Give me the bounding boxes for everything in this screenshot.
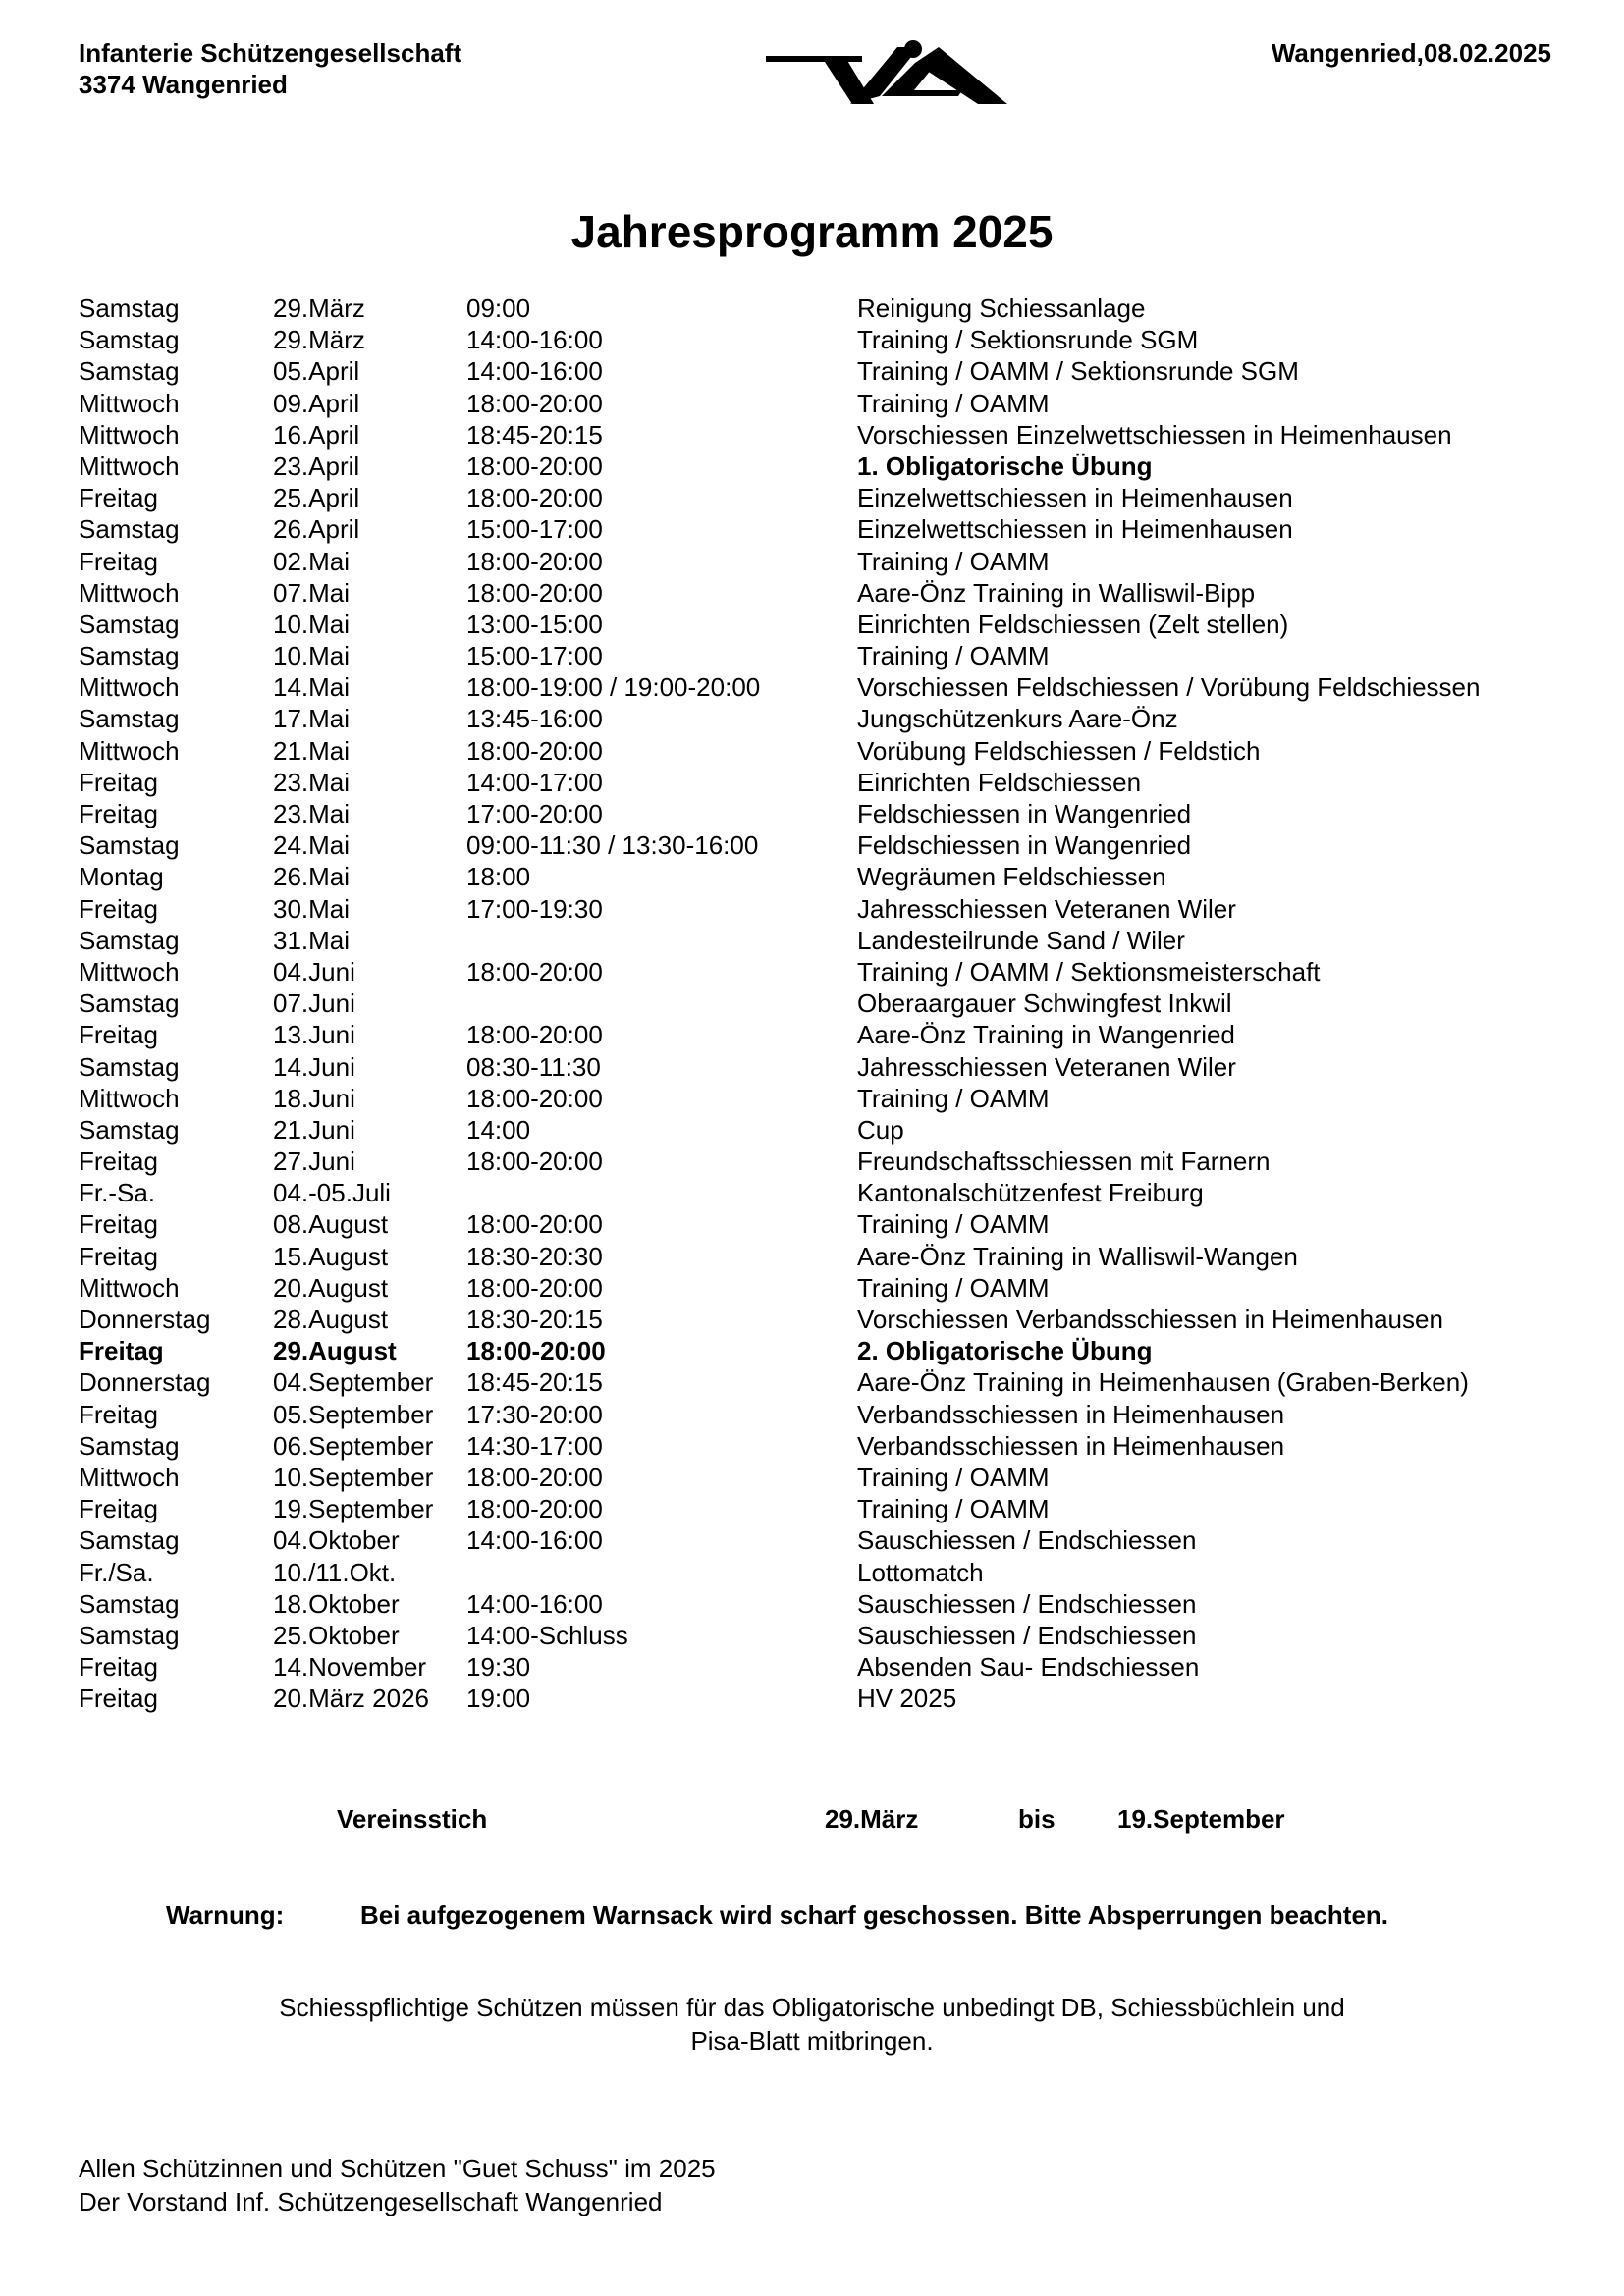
schedule-event: HV 2025 (857, 1683, 957, 1714)
schedule-event: Oberaargauer Schwingfest Inkwil (857, 988, 1232, 1019)
schedule-day: Freitag (79, 1209, 158, 1240)
schedule-event: Training / Sektionsrunde SGM (857, 325, 1199, 355)
schedule-time: 09:00 (466, 294, 531, 323)
schedule-day: Fr.-Sa. (79, 1178, 156, 1208)
schedule-event: 2. Obligatorische Übung (857, 1336, 1153, 1366)
schedule-event: Einzelwettschiessen in Heimenhausen (857, 483, 1293, 513)
schedule-time: 19:30 (466, 1652, 531, 1682)
schedule-time: 13:00-15:00 (466, 609, 603, 639)
schedule-day: Mittwoch (79, 1272, 180, 1303)
schedule-day: Samstag (79, 1051, 180, 1082)
warning-label: Warnung: (166, 1900, 285, 1930)
schedule-day: Donnerstag (79, 1367, 211, 1398)
schedule-event: Aare-Önz Training in Walliswil-Bipp (857, 577, 1256, 608)
schedule-event: Training / OAMM (857, 1462, 1050, 1492)
schedule-date: 05.April (273, 356, 360, 387)
schedule-time: 18:00-20:00 (466, 451, 603, 481)
schedule-time: 13:45-16:00 (466, 704, 603, 734)
club-logo (766, 39, 1011, 118)
schedule-event: Lottomatch (857, 1557, 984, 1587)
schedule-date: 07.Juni (273, 988, 355, 1019)
schedule-event: Training / OAMM (857, 1494, 1050, 1524)
schedule-event: Training / OAMM (857, 388, 1050, 418)
obligatory-note-line: Pisa-Blatt mitbringen. (690, 2026, 934, 2056)
schedule-time: 18:00-20:00 (466, 1209, 603, 1240)
schedule-date: 21.Juni (273, 1114, 355, 1145)
schedule-day: Mittwoch (79, 735, 180, 766)
schedule-time: 18:00-19:00 / 19:00-20:00 (466, 672, 761, 703)
schedule-event: Training / OAMM / Sektionsmeisterschaft (857, 956, 1321, 987)
schedule-time: 18:00-20:00 (466, 1494, 603, 1524)
schedule-day: Freitag (79, 546, 158, 576)
schedule-event: Verbandsschiessen in Heimenhausen (857, 1399, 1285, 1429)
schedule-date: 13.Juni (273, 1020, 355, 1050)
closing-greeting (79, 2152, 716, 2218)
schedule-event: Training / OAMM (857, 641, 1050, 671)
schedule-time: 14:00-16:00 (466, 1588, 603, 1619)
schedule-day: Mittwoch (79, 451, 180, 481)
schedule-event: Landesteilrunde Sand / Wiler (857, 925, 1185, 955)
schedule-event: Vorschiessen Verbandsschiessen in Heimenhausen (857, 1305, 1443, 1334)
schedule-date: 02.Mai (273, 546, 351, 576)
schedule-date: 20.März 2026 (273, 1683, 429, 1714)
schedule-date: 27.Juni (273, 1147, 355, 1177)
schedule-event: Aare-Önz Training in Walliswil-Wangen (857, 1241, 1298, 1271)
schedule-date: 10.Mai (273, 609, 351, 639)
schedule-day: Montag (79, 862, 164, 892)
closing-line: Allen Schützinnen und Schützen "Guet Schuss" im 2025 (79, 2154, 716, 2183)
schedule-date: 06.September (273, 1430, 434, 1461)
schedule-day: Fr./Sa. (79, 1557, 154, 1587)
schedule-date: 09.April (273, 388, 360, 418)
schedule-date: 15.August (273, 1241, 389, 1271)
schedule-time: 18:00-20:00 (466, 1083, 603, 1113)
schedule-date: 05.September (273, 1399, 434, 1429)
schedule-time: 14:00-Schluss (466, 1620, 628, 1650)
schedule-time: 18:30-20:15 (466, 1305, 603, 1334)
vereinsstich-to: 19.September (1117, 1804, 1285, 1834)
schedule-time: 18:00-20:00 (466, 956, 603, 987)
schedule-day: Freitag (79, 893, 158, 924)
schedule-event: Einrichten Feldschiessen (Zelt stellen) (857, 609, 1289, 639)
schedule-day: Samstag (79, 830, 180, 861)
schedule-event: Freundschaftsschiessen mit Farnern (857, 1147, 1271, 1177)
vereinsstich-separator: bis (1018, 1804, 1056, 1834)
schedule-event: Jahresschiessen Veteranen Wiler (857, 1051, 1236, 1082)
schedule-date: 16.April (273, 419, 360, 450)
schedule-time: 17:00-20:00 (466, 799, 603, 828)
schedule-date: 14.Juni (273, 1051, 355, 1082)
schedule-day: Mittwoch (79, 419, 180, 450)
schedule-date: 10.September (273, 1462, 434, 1492)
schedule-day: Mittwoch (79, 1083, 180, 1113)
schedule-date: 17.Mai (273, 704, 351, 734)
schedule-event: Einzelwettschiessen in Heimenhausen (857, 514, 1293, 545)
schedule-day: Freitag (79, 1683, 158, 1714)
schedule-day: Samstag (79, 988, 180, 1019)
schedule-event: Verbandsschiessen in Heimenhausen (857, 1430, 1285, 1461)
schedule-date: 23.Mai (273, 799, 351, 828)
schedule-day: Samstag (79, 294, 180, 323)
vereinsstich-label: Vereinsstich (337, 1804, 488, 1834)
schedule-date: 25.Oktober (273, 1620, 400, 1650)
obligatory-note (0, 1991, 1624, 2057)
schedule-day: Mittwoch (79, 672, 180, 703)
schedule-date: 19.September (273, 1494, 434, 1524)
vereinsstich-from: 29.März (825, 1804, 919, 1834)
page-title: Jahresprogramm 2025 (570, 206, 1054, 257)
schedule-date: 24.Mai (273, 830, 351, 861)
schedule-day: Freitag (79, 767, 158, 797)
schedule-time: 18:00-20:00 (466, 1272, 603, 1303)
schedule-time: 14:00-16:00 (466, 325, 603, 355)
schedule-day: Freitag (79, 1494, 158, 1524)
warning-text: Bei aufgezogenem Warnsack wird scharf geschossen. Bitte Absperrungen beachten. (360, 1900, 1389, 1930)
schedule-date: 04.Oktober (273, 1525, 400, 1556)
schedule-time: 14:00 (466, 1114, 531, 1145)
schedule-time: 17:00-19:30 (466, 893, 603, 924)
schedule-date: 26.April (273, 514, 360, 545)
schedule-date: 31.Mai (273, 925, 351, 955)
schedule-day: Samstag (79, 356, 180, 387)
schedule-time: 18:00-20:00 (466, 483, 603, 513)
schedule-date: 26.Mai (273, 862, 351, 892)
schedule-day: Donnerstag (79, 1305, 211, 1334)
schedule-day: Freitag (79, 1399, 158, 1429)
schedule-date: 23.Mai (273, 767, 351, 797)
organization-name: Infanterie Schützengesellschaft (79, 38, 462, 68)
schedule-event: 1. Obligatorische Übung (857, 451, 1153, 481)
schedule-day: Freitag (79, 1020, 158, 1050)
schedule-time: 18:00 (466, 862, 531, 892)
schedule-event: Wegräumen Feldschiessen (857, 862, 1166, 892)
schedule-date: 10.Mai (273, 641, 351, 671)
schedule-day: Freitag (79, 1241, 158, 1271)
schedule-time: 08:30-11:30 (466, 1051, 601, 1082)
schedule-day: Freitag (79, 1652, 158, 1682)
schedule-date: 30.Mai (273, 893, 351, 924)
schedule-day: Samstag (79, 704, 180, 734)
closing-line: Der Vorstand Inf. Schützengesellschaft Wangenried (79, 2187, 663, 2216)
schedule-time: 18:00-20:00 (466, 1336, 606, 1366)
schedule-day: Samstag (79, 1620, 180, 1650)
schedule-date: 18.Juni (273, 1083, 355, 1113)
schedule-date: 20.August (273, 1272, 389, 1303)
schedule-time: 18:00-20:00 (466, 388, 603, 418)
schedule-event: Vorübung Feldschiessen / Feldstich (857, 735, 1261, 766)
schedule-day: Samstag (79, 925, 180, 955)
schedule-date: 18.Oktober (273, 1588, 400, 1619)
schedule-event: Sauschiessen / Endschiessen (857, 1588, 1197, 1619)
schedule-day: Samstag (79, 641, 180, 671)
schedule-date: 07.Mai (273, 577, 351, 608)
schedule-date: 14.November (273, 1652, 427, 1682)
schedule-event: Einrichten Feldschiessen (857, 767, 1142, 797)
schedule-event: Training / OAMM (857, 1209, 1050, 1240)
schedule-day: Samstag (79, 609, 180, 639)
organization-block (79, 37, 461, 100)
schedule-day: Mittwoch (79, 577, 180, 608)
schedule-day: Freitag (79, 483, 158, 513)
place-and-date: Wangenried,08.02.2025 (1271, 38, 1551, 68)
schedule-event: Kantonalschützenfest Freiburg (857, 1178, 1204, 1208)
schedule-date: 28.August (273, 1305, 389, 1334)
organization-address: 3374 Wangenried (79, 70, 288, 99)
schedule-event: Cup (857, 1114, 904, 1145)
schedule-date: 23.April (273, 451, 360, 481)
schedule-time: 18:00-20:00 (466, 735, 603, 766)
schedule-event: Reinigung Schiessanlage (857, 294, 1146, 323)
schedule-date: 04.Juni (273, 956, 355, 987)
schedule-day: Mittwoch (79, 956, 180, 987)
schedule-time: 15:00-17:00 (466, 641, 603, 671)
schedule-date: 14.Mai (273, 672, 351, 703)
schedule-day: Samstag (79, 1588, 180, 1619)
schedule-time: 18:00-20:00 (466, 546, 603, 576)
schedule-event: Absenden Sau- Endschiessen (857, 1652, 1200, 1682)
schedule-day: Samstag (79, 514, 180, 545)
schedule-event: Aare-Önz Training in Heimenhausen (Graben-Berken) (857, 1367, 1469, 1398)
schedule-event: Feldschiessen in Wangenried (857, 799, 1192, 828)
schedule-day: Freitag (79, 799, 158, 828)
schedule-time: 09:00-11:30 / 13:30-16:00 (466, 830, 759, 861)
obligatory-note-line: Schiesspflichtige Schützen müssen für das Obligatorische unbedingt DB, Schiessbüchlein und (279, 1993, 1345, 2022)
schedule-event: Training / OAMM (857, 546, 1050, 576)
schedule-day: Samstag (79, 1430, 180, 1461)
schedule-date: 29.August (273, 1336, 397, 1366)
schedule-event: Training / OAMM (857, 1083, 1050, 1113)
schedule-day: Samstag (79, 1525, 180, 1556)
schedule-event: Sauschiessen / Endschiessen (857, 1620, 1197, 1650)
schedule-time: 18:45-20:15 (466, 419, 603, 450)
schedule-date: 21.Mai (273, 735, 351, 766)
schedule-day: Samstag (79, 1114, 180, 1145)
schedule-time: 15:00-17:00 (466, 514, 603, 545)
schedule-event: Aare-Önz Training in Wangenried (857, 1020, 1235, 1050)
schedule-day: Freitag (79, 1147, 158, 1177)
schedule-day: Freitag (79, 1336, 164, 1366)
schedule-time: 14:00-17:00 (466, 767, 603, 797)
schedule-day: Mittwoch (79, 1462, 180, 1492)
schedule-date: 04.-05.Juli (273, 1178, 391, 1208)
schedule-date: 08.August (273, 1209, 389, 1240)
schedule-event: Vorschiessen Einzelwettschiessen in Heimenhausen (857, 419, 1452, 450)
schedule-time: 18:00-20:00 (466, 577, 603, 608)
schedule-event: Jahresschiessen Veteranen Wiler (857, 893, 1236, 924)
schedule-day: Samstag (79, 325, 180, 355)
schedule-date: 29.März (273, 325, 365, 355)
schedule-time: 18:45-20:15 (466, 1367, 603, 1398)
schedule-time: 14:00-16:00 (466, 1525, 603, 1556)
schedule-date: 29.März (273, 294, 365, 323)
schedule-event: Jungschützenkurs Aare-Önz (857, 704, 1178, 734)
schedule-time: 14:00-16:00 (466, 356, 603, 387)
schedule-event: Feldschiessen in Wangenried (857, 830, 1192, 861)
schedule-day: Mittwoch (79, 388, 180, 418)
schedule-time: 18:00-20:00 (466, 1462, 603, 1492)
schedule-time: 18:30-20:30 (466, 1241, 603, 1271)
schedule-date: 04.September (273, 1367, 434, 1398)
schedule-time: 17:30-20:00 (466, 1399, 603, 1429)
schedule-time: 19:00 (466, 1683, 531, 1714)
schedule-time: 18:00-20:00 (466, 1020, 603, 1050)
schedule-event: Training / OAMM / Sektionsrunde SGM (857, 356, 1299, 387)
schedule-time: 14:30-17:00 (466, 1430, 603, 1461)
schedule-event: Sauschiessen / Endschiessen (857, 1525, 1197, 1556)
schedule-date: 10./11.Okt. (273, 1557, 397, 1587)
schedule-date: 25.April (273, 483, 360, 513)
schedule-event: Training / OAMM (857, 1272, 1050, 1303)
schedule-event: Vorschiessen Feldschiessen / Vorübung Feldschiessen (857, 672, 1481, 703)
schedule-time: 18:00-20:00 (466, 1147, 603, 1177)
